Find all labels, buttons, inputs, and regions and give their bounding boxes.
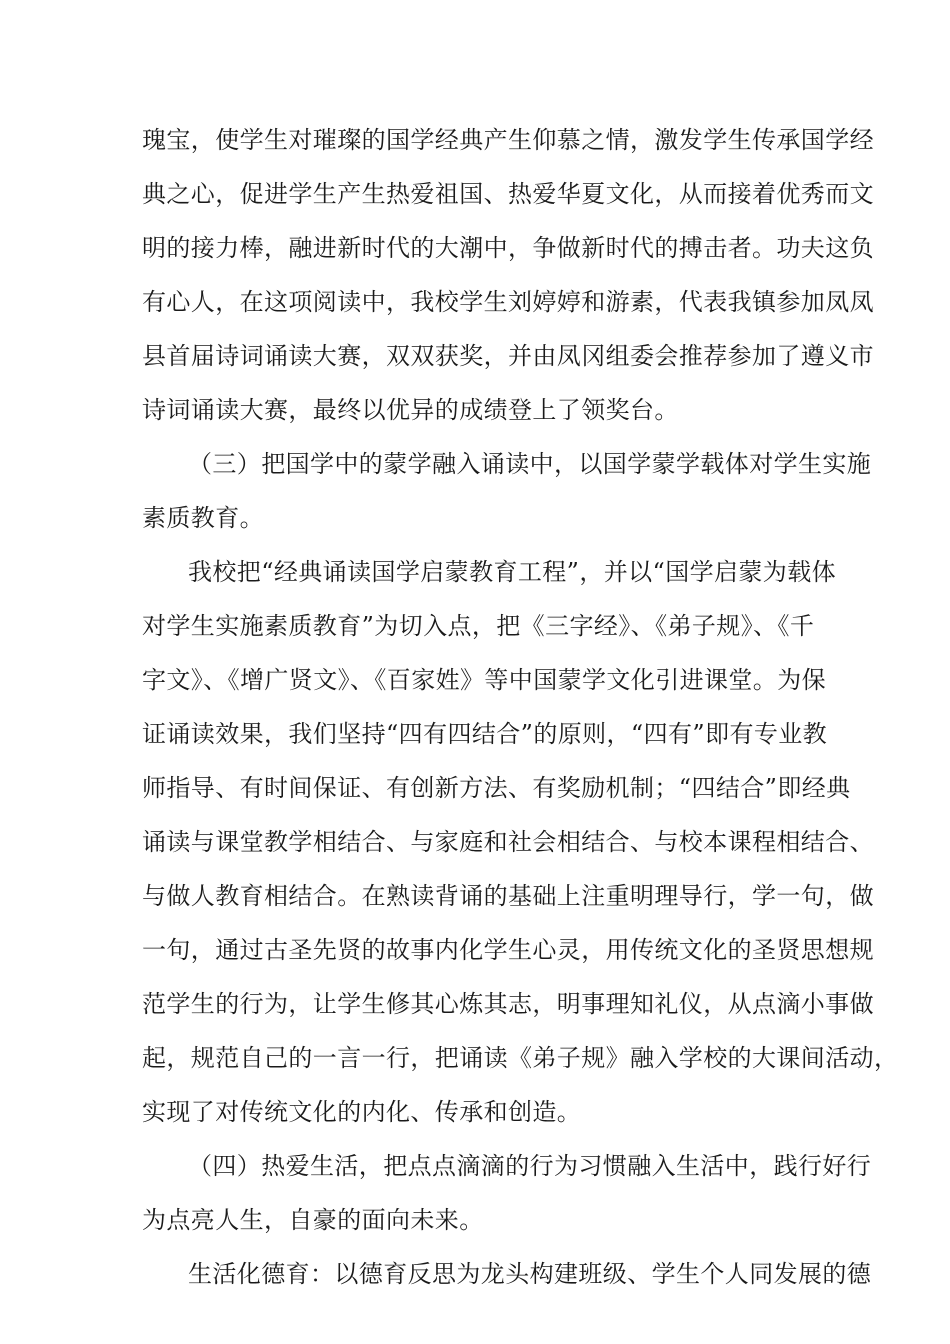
text-line: 实现了对传统文化的内化、传承和创造。 bbox=[142, 1098, 582, 1126]
section-heading-3-cont: 素质教育。 bbox=[142, 504, 264, 532]
text-line: 诗词诵读大赛，最终以优异的成绩登上了领奖台。 bbox=[142, 396, 679, 424]
text-line: 起，规范自己的一言一行，把诵读《弟子规》融入学校的大课间活动， bbox=[142, 1044, 899, 1072]
section-heading-4-cont: 为点亮人生，自豪的面向未来。 bbox=[142, 1206, 484, 1234]
text-line: 字文》、《增广贤文》、《百家姓》等中国蒙学文化引进课堂。为保 bbox=[142, 666, 826, 694]
text-line: 范学生的行为，让学生修其心炼其志，明事理知礼仪，从点滴小事做 bbox=[142, 990, 874, 1018]
text-line: 师指导、有时间保证、有创新方法、有奖励机制；“四结合”即经典 bbox=[142, 774, 851, 802]
text-line: 典之心，促进学生产生热爱祖国、热爱华夏文化，从而接着优秀而文 bbox=[142, 180, 874, 208]
text-line: 县首届诗词诵读大赛，双双获奖，并由凤冈组委会推荐参加了遵义市 bbox=[142, 342, 874, 370]
text-line: 我校把“经典诵读国学启蒙教育工程”，并以“国学启蒙为载体 bbox=[188, 558, 837, 586]
text-line: 瑰宝，使学生对璀璨的国学经典产生仰慕之情，激发学生传承国学经 bbox=[142, 126, 874, 154]
text-line: 与做人教育相结合。在熟读背诵的基础上注重明理导行，学一句，做 bbox=[142, 882, 874, 910]
section-heading-3: （三）把国学中的蒙学融入诵读中，以国学蒙学载体对学生实施 bbox=[188, 450, 872, 478]
text-line: 证诵读效果，我们坚持“四有四结合”的原则，“四有”即有专业教 bbox=[142, 720, 828, 748]
text-line: 明的接力棒，融进新时代的大潮中，争做新时代的搏击者。功夫这负 bbox=[142, 234, 874, 262]
text-line: 生活化德育：以德育反思为龙头构建班级、学生个人同发展的德 bbox=[188, 1260, 872, 1288]
section-heading-4: （四）热爱生活，把点点滴滴的行为习惯融入生活中，践行好行 bbox=[188, 1152, 872, 1180]
text-line: 诵读与课堂教学相结合、与家庭和社会相结合、与校本课程相结合、 bbox=[142, 828, 874, 856]
text-line: 有心人，在这项阅读中，我校学生刘婷婷和游素，代表我镇参加凤凤 bbox=[142, 288, 874, 316]
text-line: 一句，通过古圣先贤的故事内化学生心灵，用传统文化的圣贤思想规 bbox=[142, 936, 874, 964]
text-line: 对学生实施素质教育”为切入点，把《三字经》、《弟子规》、《千 bbox=[142, 612, 815, 640]
